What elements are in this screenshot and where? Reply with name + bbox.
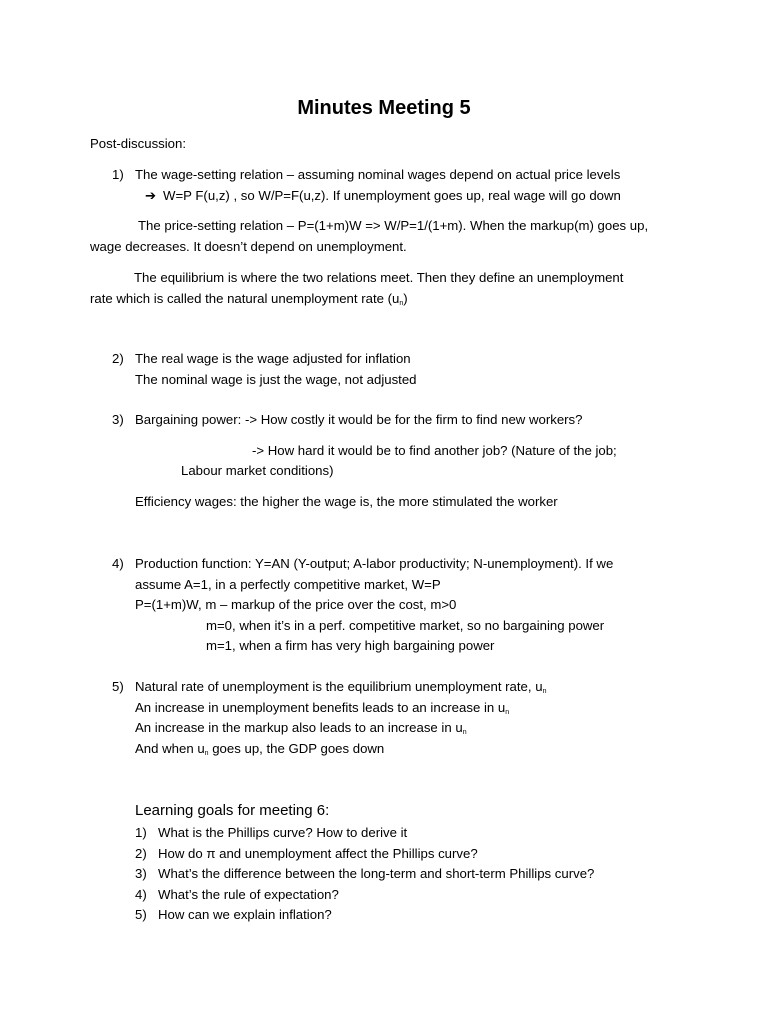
goal-text: How do π and unemployment affect the Phillips curve? <box>158 845 478 861</box>
markup-one-text: m=1, when a firm has very high bargaining power <box>206 638 495 653</box>
section-2-number: 2) <box>112 351 124 366</box>
markup-zero-text: m=0, when it’s in a perf. competitive market, so no bargaining power <box>206 617 605 633</box>
section-1 <box>112 165 692 206</box>
section-5-number: 5) <box>112 679 124 694</box>
wage-setting-text: The wage-setting relation – assuming nominal wages depend on actual price levels <box>135 167 621 182</box>
goal-text: What is the Phillips curve? How to derive it <box>158 825 408 840</box>
price-setting-line-2: wage decreases. It doesn’t depend on unemployment. <box>90 238 407 254</box>
bargaining-power-line-2: -> How hard it would be to find another job? (Nature of the job; <box>252 442 617 458</box>
efficiency-wages-text: Efficiency wages: the higher the wage is, the more stimulated the worker <box>135 494 558 509</box>
gdp-text: And when $u_n$ goes up, the GDP goes down <box>135 740 385 757</box>
unemployment-benefits-text: An increase in unemployment benefits leads to an increase in $u_n$ <box>135 699 510 716</box>
arrow-right-icon: ➔ <box>145 187 157 203</box>
price-setting-paragraph <box>90 216 690 257</box>
goal-text: What’s the difference between the long-term and short-term Phillips curve? <box>158 866 595 881</box>
subscript-n: n <box>505 708 510 716</box>
production-function-line-2: assume A=1, in a perfectly competitive market, W=P <box>135 576 441 592</box>
real-wage-text: The real wage is the wage adjusted for inflation <box>135 351 411 366</box>
page-title: Minutes Meeting 5 <box>297 97 471 119</box>
section-5 <box>112 677 692 759</box>
subscript-n: n <box>204 749 209 757</box>
markup-formula-text: P=(1+m)W, m – markup of the price over the cost, m>0 <box>135 597 457 612</box>
section-3-number: 3) <box>112 412 124 427</box>
wage-setting-formula: W=P F(u,z) , so W/P=F(u,z). If unemployment goes up, real wage will go down <box>163 187 621 203</box>
section-4-number: 4) <box>112 556 124 571</box>
section-4 <box>112 554 692 657</box>
post-discussion-label: Post-discussion: <box>90 136 187 151</box>
equilibrium-line-1: The equilibrium is where the two relations meet. Then they define an unemployment <box>134 270 624 285</box>
bargaining-power-text: Bargaining power: -> How costly it would be for the firm to find new workers? <box>135 412 583 427</box>
section-3 <box>112 410 692 482</box>
equilibrium-line-2-suffix: ) <box>403 290 408 306</box>
nominal-wage-text: The nominal wage is just the wage, not adjusted <box>135 371 417 387</box>
goal-number: 3) <box>135 866 147 881</box>
subscript-n: n <box>399 299 404 307</box>
bargaining-power-line-3: Labour market conditions) <box>181 463 334 478</box>
section-1-number: 1) <box>112 167 124 182</box>
production-function-text: Production function: Y=AN (Y-output; A-labor productivity; N-unemployment). If we <box>135 556 614 571</box>
equilibrium-line-2-prefix: rate which is called the natural unemployment rate (u <box>90 290 400 306</box>
markup-increase-text: An increase in the markup also leads to an increase in $u_n$ <box>135 720 467 736</box>
subscript-n: n <box>542 688 547 695</box>
learning-goals-heading: Learning goals for meeting 6: <box>135 802 330 819</box>
goal-number: 1) <box>135 825 147 840</box>
goal-text: What’s the rule of expectation? <box>158 886 339 902</box>
subscript-n: n <box>462 729 467 736</box>
goal-text: How can we explain inflation? <box>158 907 332 922</box>
price-setting-line-1: The price-setting relation – P=(1+m)W => W/P=1/(1+m). When the markup(m) goes up, <box>138 218 649 233</box>
equilibrium-paragraph <box>90 268 690 309</box>
natural-rate-text: Natural rate of unemployment is the equilibrium unemployment rate, $u_n$ <box>135 679 547 695</box>
goal-number: 5) <box>135 907 147 922</box>
section-2 <box>112 349 692 390</box>
goal-number: 4) <box>135 886 147 902</box>
goal-number: 2) <box>135 845 147 861</box>
